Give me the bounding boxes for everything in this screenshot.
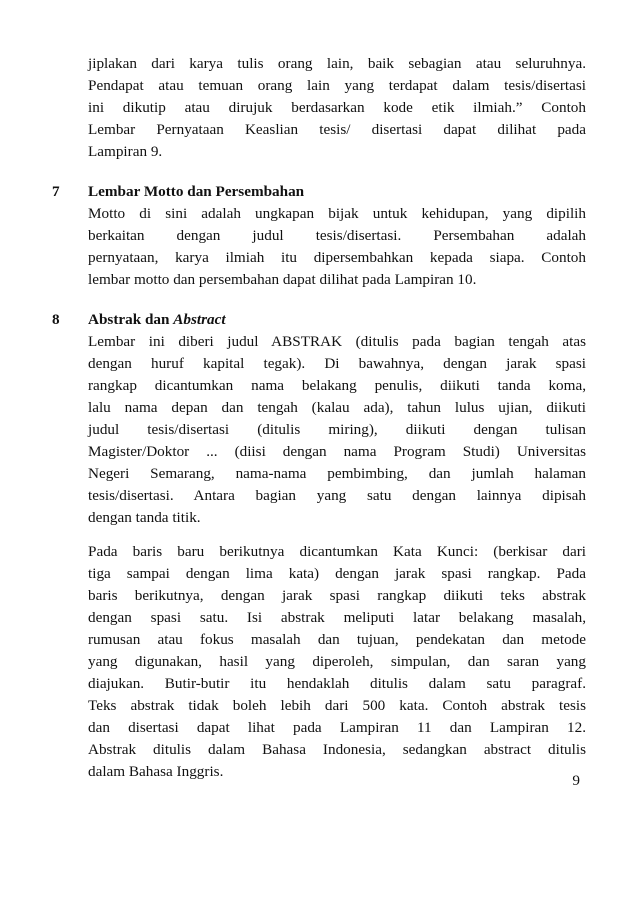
text-line: dengan spasi satu. Isi abstrak meliputi latar belakang masalah, — [88, 609, 586, 626]
text-line: Pendapat atau temuan orang lain yang terdapat dalam tesis/disertasi — [88, 77, 586, 94]
text-line: tiga sampai dengan lima kata) dengan jarak spasi rangkap. Pada — [88, 565, 586, 582]
text-line: Magister/Doktor ... (diisi dengan nama Program Studi) Universitas — [88, 443, 586, 460]
text-line: Lembar Pernyataan Keaslian tesis/ disertasi dapat dilihat pada — [88, 121, 586, 138]
text-line: Abstrak ditulis dalam Bahasa Indonesia, sedangkan abstract ditulis — [88, 741, 586, 758]
text-line: dan disertasi dapat lihat pada Lampiran 11 dan Lampiran 12. — [88, 719, 586, 736]
section-8-heading-italic: Abstract — [173, 311, 226, 328]
text-line: lembar motto dan persembahan dapat dilihat pada Lampiran 10. — [88, 271, 477, 288]
text-line: baris berikutnya, dengan jarak spasi rangkap diikuti teks abstrak — [88, 587, 586, 604]
section-8-heading-text: Abstrak dan — [88, 311, 174, 328]
text-line: berkaitan dengan judul tesis/disertasi. Persembahan adalah — [88, 227, 586, 244]
text-line: tesis/disertasi. Antara bagian yang satu dengan lainnya dipisah — [88, 487, 586, 504]
text-line: Lampiran 9. — [88, 143, 163, 160]
text-line: yang digunakan, hasil yang diperoleh, simpulan, dan saran yang — [88, 653, 586, 670]
text-line: jiplakan dari karya tulis orang lain, baik sebagian atau seluruhnya. — [88, 55, 586, 72]
text-line: dengan tanda titik. — [88, 509, 201, 526]
section-8-number: 8 — [52, 311, 60, 328]
text-line: diajukan. Butir-butir itu hendaklah ditulis dalam satu paragraf. — [88, 675, 586, 692]
section-7-heading: Lembar Motto dan Persembahan — [88, 183, 305, 200]
text-line: pernyataan, karya ilmiah itu dipersembahkan kepada siapa. Contoh — [88, 249, 586, 266]
text-line: Teks abstrak tidak boleh lebih dari 500 kata. Contoh abstrak tesis — [88, 697, 586, 714]
text-line: rumusan atau fokus masalah dan tujuan, pendekatan dan metode — [88, 631, 586, 648]
page-number: 9 — [572, 772, 580, 789]
text-line: rangkap dicantumkan nama belakang penulis, diikuti tanda koma, — [88, 377, 586, 394]
text-line: dalam Bahasa Inggris. — [88, 763, 224, 780]
text-line: Lembar ini diberi judul ABSTRAK (ditulis pada bagian tengah atas — [88, 333, 586, 350]
text-line: ini dikutip atau dirujuk berdasarkan kode etik ilmiah.” Contoh — [88, 99, 586, 116]
section-7-number: 7 — [52, 183, 60, 200]
text-line: Motto di sini adalah ungkapan bijak untuk kehidupan, yang dipilih — [88, 205, 586, 222]
section-8-heading — [88, 309, 226, 331]
text-line: dengan huruf kapital tegak). Di bawahnya, dengan jarak spasi — [88, 355, 586, 372]
text-line: Pada baris baru berikutnya dicantumkan Kata Kunci: (berkisar dari — [88, 543, 586, 560]
text-line: judul tesis/disertasi (ditulis miring), diikuti dengan tulisan — [88, 421, 586, 438]
text-line: lalu nama depan dan tengah (kalau ada), tahun lulus ujian, diikuti — [88, 399, 586, 416]
text-line: Negeri Semarang, nama-nama pembimbing, dan jumlah halaman — [88, 465, 586, 482]
